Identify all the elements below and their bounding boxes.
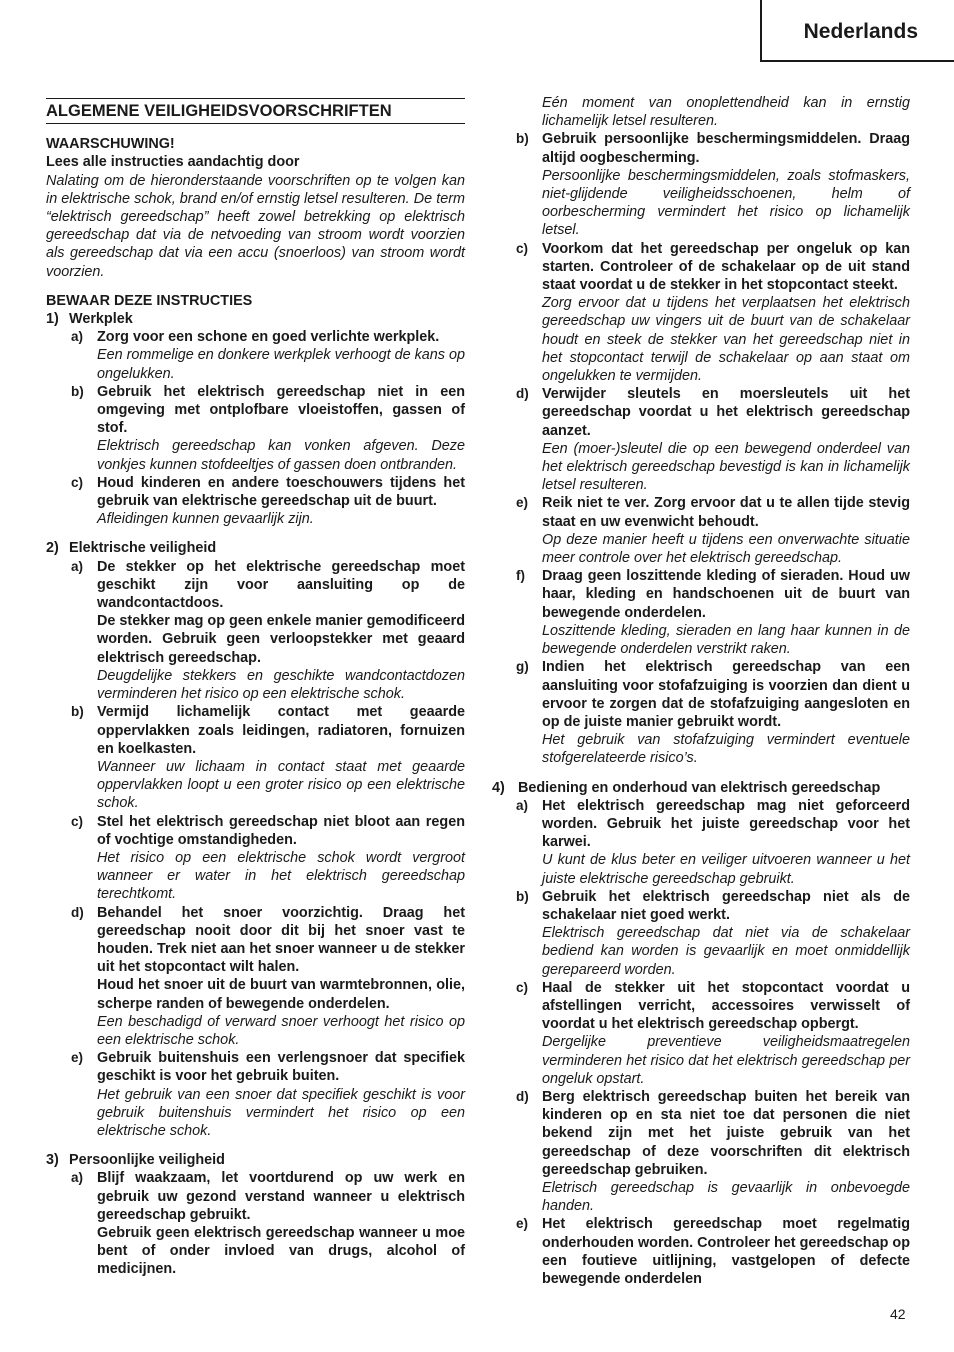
list-item [492,94,910,130]
list-item: c) Haal de stekker uit het stopcontact voordat u afstellingen verricht, accessoires verwisselt of voordat u het elektrisch gereedschap opbergt. Dergelijke preventieve veiligheidsmaatregelen verminderen het risico dat het elektrisch gereedschap per ongeluk opstart. [516,979,910,1087]
list-item: f) Draag geen loszittende kleding of sieraden. Houd uw haar, kleding en handschoenen uit de buurt van bewegende onderdelen. Loszittende kleding, sieraden en lang haar kunnen in de bewegende onderdelen verstrikt raken. [516,568,910,658]
page-number: 42 [890,1306,906,1322]
list-item: e) Gebruik buitenshuis een verlengsnoer dat specifiek geschikt is voor het gebruik buiten. Het gebruik van een snoer dat specifiek geschikt is voor gebruik buitenshuis vermindert het risico op een elektrische schok. [71,1050,465,1139]
left-column [46,98,465,1279]
list-item: c) Voorkom dat het gereedschap per ongeluk op kan starten. Controleer of de schakelaar op de uit stand staat voordat u de stekker in het stopcontact steekt. Zorg ervoor dat u tijdens het verplaatsen het elektrisch gereedschap uw vingers uit de buurt van de schakelaar houdt en steek de stekker van het gereedschap niet in het stopcontact terwijl de schakelaar op aan staat om ongelukken te vermijden. [516,240,910,385]
list-item: b) Gebruik persoonlijke beschermingsmiddelen. Draag altijd oogbescherming. Persoonlijke beschermingsmiddelen, zoals stofmaskers, niet-glijdende veiligheidsschoenen, helm of oorbescherming vermindert het risico op lichamelijk letsel. [516,131,910,239]
list-item: d) Verwijder sleutels en moersleutels uit het gereedschap voordat u het elektrisch gereedschap aanzet. Een (moer-)sleutel die op een bewegend onderdeel van het elektrisch gereedschap bevestigd is kan in lichamelijk letsel resulteren. [516,386,910,494]
list-item: a) De stekker op het elektrische gereedschap moet geschikt zijn voor aansluiting op de wandcontactdoos. De stekker mag op geen enkele manier gemodificeerd worden. Gebruik geen verloopstekker met geaard elektrisch gereedschap. Deugdelijke stekkers en geschikte wandcontactdozen verminderen het risico op een elektrische schok. [71,558,465,703]
list-item: a) Blijf waakzaam, let voortdurend op uw werk en gebruik uw gezond verstand wanneer u elektrisch gereedschap gebruikt. Gebruik geen elektrisch gereedschap wanneer u moe bent of onder invloed van drugs, alcohol of medicijnen. [71,1170,465,1278]
list-item: c) Houd kinderen en andere toeschouwers tijdens het gebruik van elektrische gereedschap uit de buurt. Afleidingen kunnen gevaarlijk zijn. [71,474,465,528]
warning-label: WAARSCHUWING! [46,136,175,153]
language-tab [760,0,954,62]
keep-instructions: BEWAAR DEZE INSTRUCTIES [46,292,253,309]
right-column [492,94,910,1288]
section-heading: 2) Elektrische veiligheid [46,540,217,557]
warning-text: Nalating om de hieronderstaande voorschriften op te volgen kan in elektrische schok, brand en/of ernstig letsel resulteren. De term “elektrisch gereedschap” heeft zowel betrekking op elektrisch gereedschap dat via de netvoeding van stroom wordt voorzien als gereedschap dat via een accu (snoerloos) van stroom wordt voorzien. [46,172,465,280]
section-heading: 4) Bediening en onderhoud van elektrisch gereedschap [492,779,881,796]
list-item: b) Gebruik het elektrisch gereedschap niet als de schakelaar niet goed werkt. Elektrisch gereedschap dat niet via de schakelaar bediend kan worden is gevaarlijk en moet onmiddellijk gerepareerd worden. [516,888,910,978]
list-item: e) Reik niet te ver. Zorg ervoor dat u te allen tijde stevig staat en uw evenwicht behoudt. Op deze manier heeft u tijdens een onverwachte situatie meer controle over het elektrisch gereedschap. [516,495,910,567]
list-item: d) Behandel het snoer voorzichtig. Draag het gereedschap nooit door dit bij het snoer vast te houden. Trek niet aan het snoer wanneer u de stekker uit het stopcontact wilt halen. Houd het snoer uit de buurt van warmtebronnen, olie, scherpe randen of bewegende onderdelen. Een beschadigd of verward snoer verhoogt het risico op een elektrische schok. [71,904,465,1048]
section-heading: 1) Werkplek [46,311,133,328]
section-heading: 3) Persoonlijke veiligheid [46,1152,225,1169]
list-item: a) Zorg voor een schone en goed verlichte werkplek. Een rommelige en donkere werkplek verhoogt de kans op ongelukken. [71,329,465,382]
list-item: e) Het elektrisch gereedschap moet regelmatig onderhouden worden. Controleer het gereedschap op een foutieve uitlijning, vastgelopen of defecte bewegende onderdelen [516,1216,910,1287]
list-item: b) Gebruik het elektrisch gereedschap niet in een omgeving met ontplofbare vloeistoffen, gassen of stof. Elektrisch gereedschap kan vonken afgeven. Deze vonkjes kunnen stofdeeltjes of gassen doen ontbranden. [71,383,465,473]
list-item: g) Indien het elektrisch gereedschap van een aansluiting voor stofafzuiging is voorzien dan dient u ervoor te zorgen dat de stofafzuiging aangesloten en op de juiste manier gebruikt wordt. Het gebruik van stofafzuiging vermindert eventuele stofgerelateerde risico’s. [516,659,910,767]
continuation-text: Eén moment van onoplettendheid kan in ernstig lichamelijk letsel resulteren. [542,95,910,130]
list-item: c) Stel het elektrisch gereedschap niet bloot aan regen of vochtige omstandigheden. Het risico op een elektrische schok wordt vergroot wanneer er water in het elektrisch gereedschap terechtkomt. [71,813,465,903]
warning-bold: Lees alle instructies aandachtig door [46,154,300,171]
section-title: ALGEMENE VEILIGHEIDSVOORSCHRIFTEN [46,98,465,124]
list-item: d) Berg elektrisch gereedschap buiten het bereik van kinderen op en sta niet toe dat personen die niet bekend zijn met het juiste gebruik van het gereedschap of deze voorschriften dit elektrisch gereedschap gebruiken. Eletrisch gereedschap is gevaarlijk in onbevoegde handen. [516,1088,910,1215]
language-label: Nederlands [803,20,918,43]
list-item: b) Vermijd lichamelijk contact met geaarde oppervlakken zoals leidingen, radiatoren, fornuizen en koelkasten. Wanneer uw lichaam in contact staat met geaarde oppervlakken loopt u een groter risico op een elektrische schok. [71,704,465,812]
list-item: a) Het elektrisch gereedschap mag niet geforceerd worden. Gebruik het juiste gereedschap voor het karwei. U kunt de klus beter en veiliger uitvoeren wanneer u het juiste elektrische gereedschap gebruikt. [516,797,910,887]
